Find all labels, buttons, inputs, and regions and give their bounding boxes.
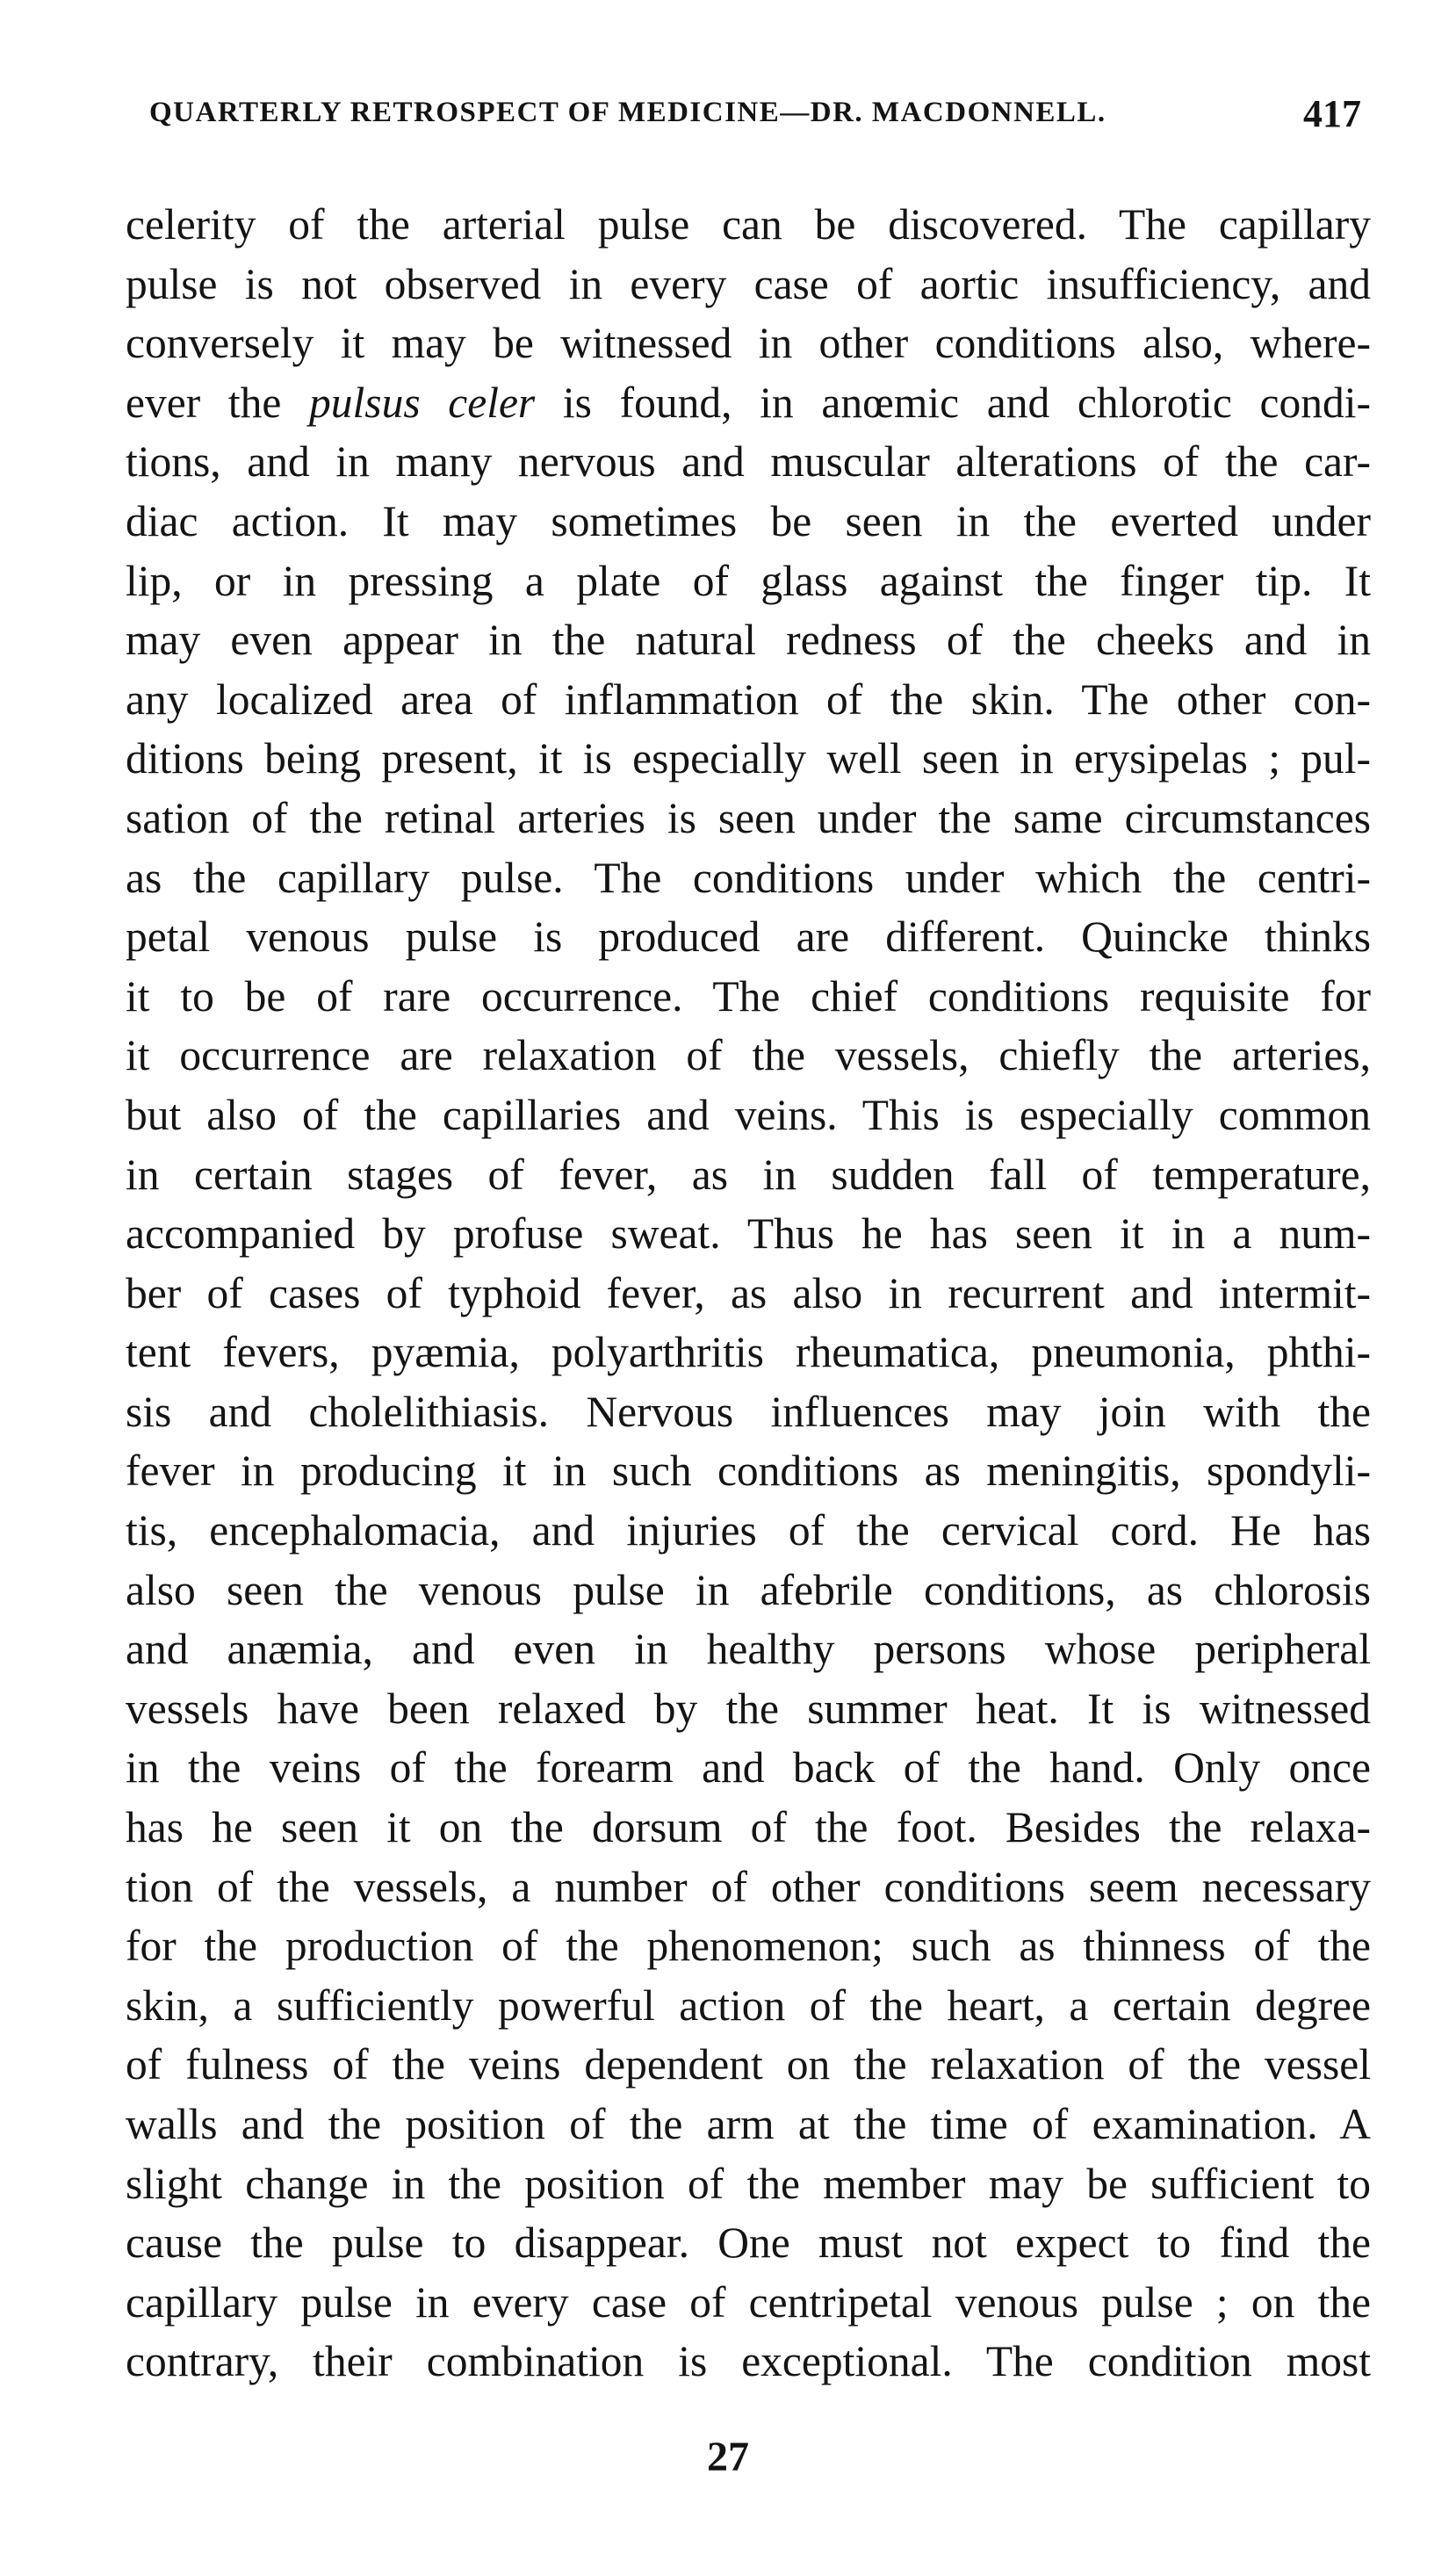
text-segment: tis, encephalomacia, and injuries of the cervical cord. He has [126,1506,1371,1555]
text-segment: diac action. It may sometimes be seen in the everted under [126,496,1371,545]
text-segment: conversely it may be witnessed in other conditions also, where- [126,319,1371,368]
running-header [149,92,1361,149]
text-line [126,1798,1371,1858]
text-line [126,1976,1371,2036]
text-segment: it to be of rare occurrence. The chief conditions requisite for [126,971,1371,1021]
text-segment: in certain stages of fever, as in sudden fall of temperature, [126,1150,1371,1199]
text-segment: but also of the capillaries and veins. This is especially common [126,1090,1371,1139]
text-line [126,789,1371,848]
text-line [126,2213,1371,2273]
text-segment: tions, and in many nervous and muscular alterations of the car- [126,437,1371,487]
text-segment: fever in producing it in such conditions as meningitis, spondyli- [126,1447,1371,1496]
text-line [126,1620,1371,1679]
text-segment: skin, a sufficiently powerful action of the heart, a certain degree [126,1980,1371,2030]
text-line [126,1441,1371,1501]
text-segment: lip, or in pressing a plate of glass against the finger tip. It [126,556,1371,605]
text-line [126,2332,1371,2392]
text-segment: for the production of the phenomenon; such as thinness of the [126,1922,1371,1971]
text-line [126,2035,1371,2095]
text-line [126,195,1371,255]
text-line [126,1086,1371,1145]
text-segment: ever the [126,378,310,427]
text-segment: sation of the retinal arteries is seen under the same circumstances [126,793,1371,842]
signature-mark: 27 [707,2434,749,2480]
text-line [126,1561,1371,1620]
text-segment: ditions being present, it is especially well seen in erysipelas ; pul- [126,734,1371,783]
text-line [126,1382,1371,1442]
text-segment: contrary, their combination is exceptional. The condition most [126,2337,1371,2386]
text-line [126,610,1371,670]
text-segment: of fulness of the veins dependent on the relaxation of the vessel [126,2040,1371,2089]
text-segment: in the veins of the forearm and back of the hand. Only once [126,1743,1371,1793]
text-line [126,729,1371,789]
text-line [126,670,1371,730]
text-line [126,255,1371,314]
text-segment: cause the pulse to disappear. One must not expect to find the [126,2219,1371,2268]
text-line [126,1858,1371,1917]
text-segment: also seen the venous pulse in afebrile conditions, as chlorosis [126,1565,1371,1614]
text-segment: capillary pulse in every case of centripetal venous pulse ; on the [126,2277,1371,2327]
text-segment: petal venous pulse is produced are different. Quincke thinks [126,913,1371,962]
text-segment: celerity of the arterial pulse can be discovered. The capillary [126,200,1371,249]
text-line [126,1204,1371,1264]
text-segment: it occurrence are relaxation of the vessels, chiefly the arteries, [126,1031,1371,1080]
text-line [126,2095,1371,2154]
text-line [126,1264,1371,1324]
text-segment: is found, in anœmic and chlorotic condi- [535,378,1371,427]
text-line [126,1145,1371,1205]
text-line [126,967,1371,1027]
text-line [126,907,1371,967]
italic-term: pulsus celer [309,378,536,427]
body-text [126,195,1371,2392]
text-line [126,1026,1371,1086]
text-segment: any localized area of inflammation of the skin. The other con- [126,675,1371,724]
running-header-title: QUARTERLY RETROSPECT OF MEDICINE—DR. MACDONNELL. [149,97,1106,128]
text-segment: may even appear in the natural redness of the cheeks and in [126,616,1371,665]
text-line [126,492,1371,552]
text-line [126,1738,1371,1798]
text-line [126,314,1371,373]
text-segment: ber of cases of typhoid fever, as also in recurrent and intermit- [126,1268,1371,1317]
text-segment: as the capillary pulse. The conditions under which the centri- [126,853,1371,902]
text-segment: tent fevers, pyæmia, polyarthritis rheumatica, pneumonia, phthi- [126,1328,1371,1377]
text-line [126,848,1371,908]
text-line [126,1323,1371,1382]
text-segment: tion of the vessels, a number of other conditions seem necessary [126,1862,1371,1911]
text-line [126,2273,1371,2333]
text-line [126,1501,1371,1561]
text-segment: vessels have been relaxed by the summer heat. It is witnessed [126,1684,1371,1733]
text-segment: slight change in the position of the member may be sufficient to [126,2159,1371,2208]
text-line [126,552,1371,611]
text-line [126,432,1371,492]
text-segment: and anæmia, and even in healthy persons whose peripheral [126,1625,1371,1674]
text-line [126,1679,1371,1739]
page-number: 417 [1303,92,1361,135]
text-segment: walls and the position of the arm at the time of examination. A [126,2100,1371,2148]
text-line [126,2154,1371,2214]
text-segment: pulse is not observed in every case of aortic insufficiency, and [126,259,1371,308]
text-segment: sis and cholelithiasis. Nervous influences may join with the [126,1387,1371,1436]
text-segment: has he seen it on the dorsum of the foot. Besides the relaxa- [126,1803,1371,1852]
text-line [126,373,1371,433]
text-line [126,1916,1371,1976]
text-segment: accompanied by profuse sweat. Thus he has seen it in a num- [126,1209,1371,1259]
